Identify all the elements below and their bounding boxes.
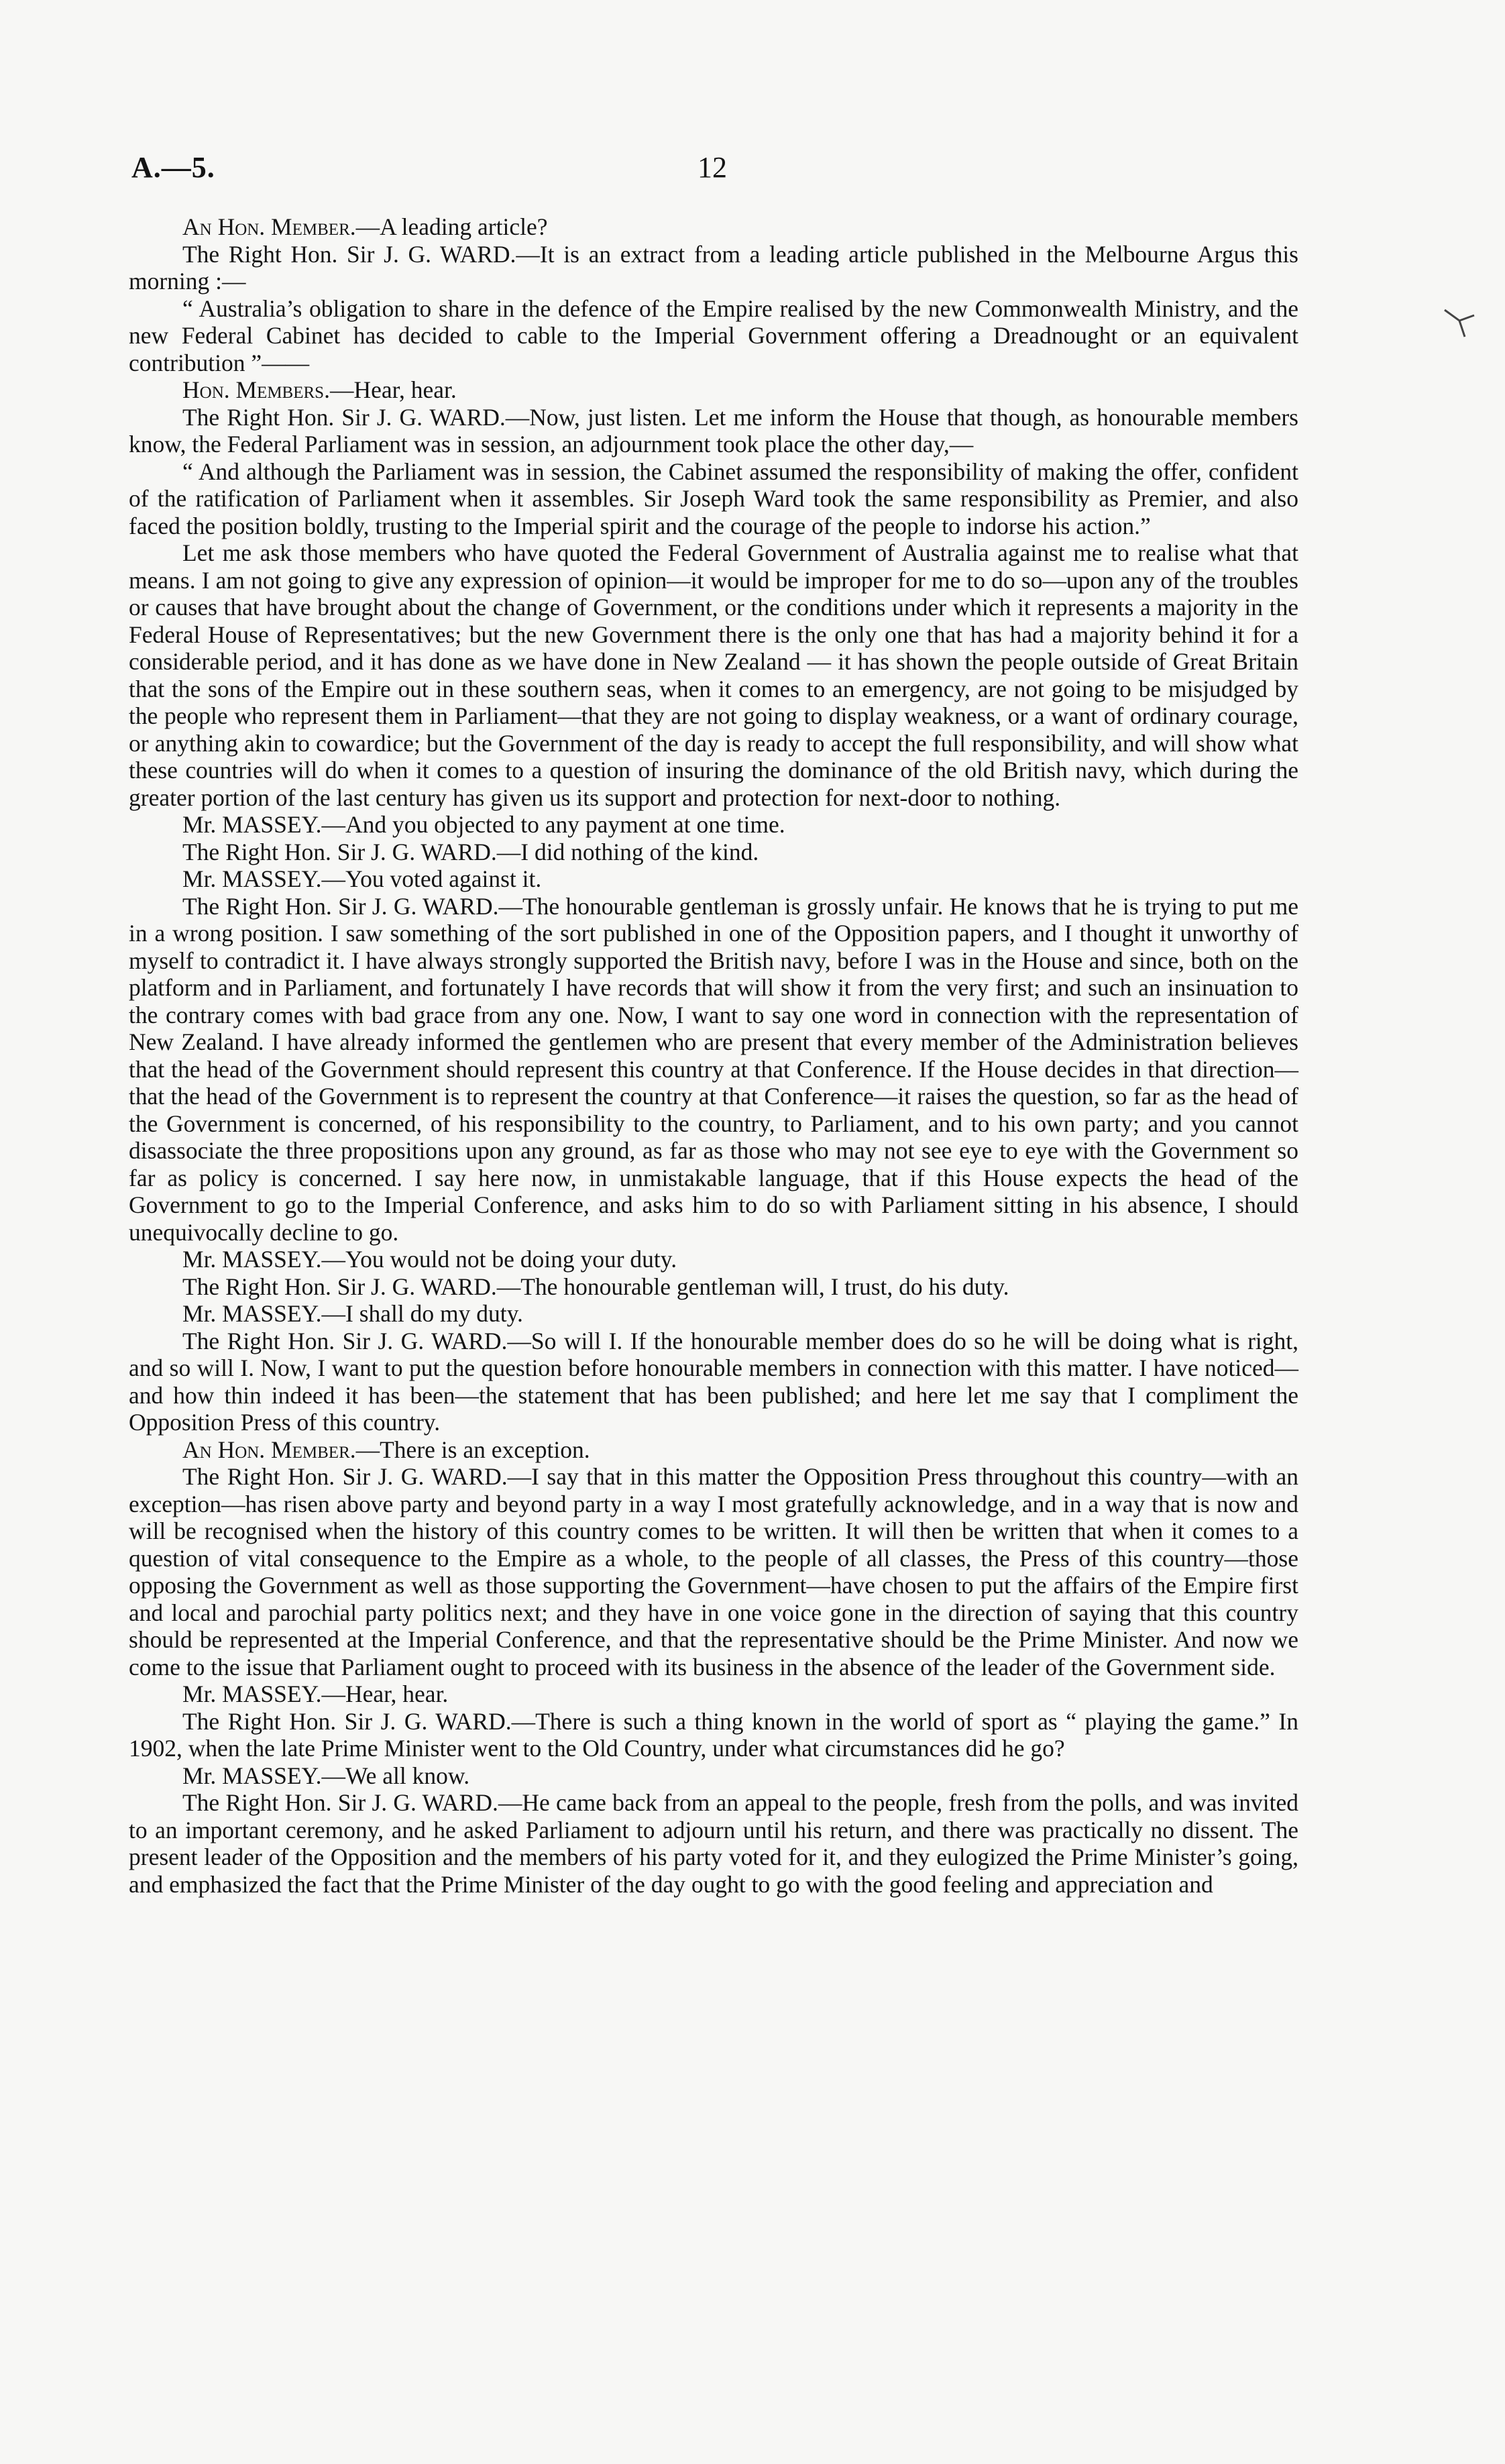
speech: —Hear, hear. xyxy=(321,1680,449,1707)
speaker: The Right Hon. Sir J. G. WARD. xyxy=(182,240,516,268)
speaker: The Right Hon. Sir J. G. WARD. xyxy=(182,1789,498,1816)
speaker: The Right Hon. Sir J. G. WARD. xyxy=(182,838,497,865)
speech: —He came back from an appeal to the people, fresh from the polls, and was invited to an important ceremony, and he asked Parliament to adjourn until his return, and there was practically no dissent. The present leader of the Opposition and the members of his party voted for it, and they eulogized the Prime Minister’s going, and emphasized the fact that the Prime Minister of the day ought to go with the good feeling and appreciation and xyxy=(129,1789,1298,1898)
speech: —You voted against it. xyxy=(321,865,542,892)
quote-text: “ And although the Parliament was in session, the Cabinet assumed the responsibility of making the offer, confident of the ratification of Parliament when it assembles. Sir Joseph Ward took the same responsibility as Premier, and also faced the position boldly, trusting to the Imperial spirit and the courage of the people to indorse his action.” xyxy=(129,458,1298,539)
speech: —We all know. xyxy=(321,1762,470,1789)
paragraph xyxy=(129,213,1298,241)
paragraph xyxy=(129,1328,1298,1436)
speech: —Hear, hear. xyxy=(329,376,457,403)
speech: —You would not be doing your duty. xyxy=(321,1246,677,1273)
speaker: Mr. MASSEY. xyxy=(182,811,322,838)
paragraph xyxy=(129,376,1298,404)
speech: —It is an extract from a leading article published in the Melbourne Argus this morning :— xyxy=(129,240,1298,294)
paragraph xyxy=(129,1762,1298,1790)
speech: —The honourable gentleman will, I trust, do his duty. xyxy=(496,1273,1009,1300)
speaker: An Hon. Member. xyxy=(182,1436,356,1463)
speaker: The Right Hon. Sir J. G. WARD. xyxy=(182,1273,497,1300)
quotation xyxy=(129,295,1298,377)
margin-pencil-mark xyxy=(1442,302,1482,342)
hansard-text xyxy=(129,213,1298,1898)
paragraph xyxy=(129,811,1298,839)
paragraph xyxy=(129,865,1298,893)
document-series-label: A.—5. xyxy=(131,151,215,184)
quotation xyxy=(129,458,1298,540)
speech: —The honourable gentleman is grossly unfair. He knows that he is trying to put me in a wrong position. I saw something of the sort published in one of the Opposition papers, and I thought it unworthy of myself to contradict it. I have always strongly supported the British navy, before I was in the House and since, both on the platform and in Parliament, and fortunately I have records that will show it from the very first; and such an insinuation to the contrary comes with bad grace from any one. Now, I want to say one word in connection with the representation of New Zealand. I have already informed the gentlemen who are present that every member of the Administration believes that the head of the Government should represent this country at that Conference. If the House decides in that direction—that the head of the Government is to represent the country at that Conference—it raises the question, so far as the head of the Government is concerned, of his responsibility to the country, to Parliament, and to his own party; and you cannot disassociate the three propositions upon any ground, as far as those who may not see eye to eye with the Government so far as policy is concerned. I say here now, in unmistakable language, that if this House expects the head of the Government to go to the Imperial Conference, and asks him to do so with Parliament sitting in his absence, I should unequivocally decline to go. xyxy=(129,892,1298,1246)
speech: —I shall do my duty. xyxy=(321,1300,523,1327)
paragraph xyxy=(129,539,1298,811)
speaker: Mr. MASSEY. xyxy=(182,1300,322,1327)
speech: —I say that in this matter the Opposition Press throughout this country—with an exception—has risen above party and beyond party in a way I most gratefully acknowledge, and in a way that is now and will be recognised when the history of this country comes to be written. It will then be written that when it comes to a question of vital consequence to the Empire as a whole, to the people of all classes, the Press of this country—those opposing the Government as well as those supporting the Government—have chosen to put the affairs of the Empire first and local and parochial party politics next; and they have in one voice gone in the direction of saying that this country should be represented at the Imperial Conference, and that the representative should be the Prime Minister. And now we come to the issue that Parliament ought to proceed with its business in the absence of the leader of the Government side. xyxy=(129,1463,1298,1680)
speaker: The Right Hon. Sir J. G. WARD. xyxy=(182,1707,512,1735)
paragraph xyxy=(129,1436,1298,1464)
speech: —And you objected to any payment at one time. xyxy=(321,811,785,838)
page-number: 12 xyxy=(698,151,727,184)
paragraph xyxy=(129,1708,1298,1762)
speaker: An Hon. Member. xyxy=(182,213,356,240)
paragraph xyxy=(129,893,1298,1246)
speaker: Hon. Members. xyxy=(182,376,330,403)
speech: —Now, just listen. Let me inform the House that though, as honourable members know, the Federal Parliament was in session, an adjournment took place the other day,— xyxy=(129,403,1298,458)
paragraph xyxy=(129,1246,1298,1273)
paragraph xyxy=(129,1789,1298,1898)
paragraph xyxy=(129,839,1298,866)
speech: —I did nothing of the kind. xyxy=(496,838,759,865)
paragraph xyxy=(129,1300,1298,1328)
speech: —So will I. If the honourable member does do so he will be doing what is right, and so will I. Now, I want to put the question before honourable members in connection with this matter. I have noticed—and how thin indeed it has been—the statement that has been published; and here let me say that I compliment the Opposition Press of this country. xyxy=(129,1327,1298,1436)
speaker: Mr. MASSEY. xyxy=(182,1246,322,1273)
paragraph xyxy=(129,1273,1298,1301)
paragraph xyxy=(129,241,1298,295)
speaker: The Right Hon. Sir J. G. WARD. xyxy=(182,403,506,431)
speaker: Mr. MASSEY. xyxy=(182,1762,322,1789)
speaker: Mr. MASSEY. xyxy=(182,865,322,892)
speech: Let me ask those members who have quoted the Federal Government of Australia against me to realise what that means. I am not going to give any expression of opinion—it would be improper for me to do so—upon any of the troubles or causes that have brought about the change of Government, or the conditions under which it represents a majority in the Federal House of Representatives; but the new Government there is the only one that has had a majority behind it for a considerable period, and it has done as we have done in New Zealand — it has shown the people outside of Great Britain that the sons of the Empire out in these southern seas, when it comes to an emergency, are not going to be misjudged by the people who represent them in Parliament—that they are not going to display weakness, or a want of ordinary courage, or anything akin to cowardice; but the Government of the day is ready to accept the full responsibility, and will show what these countries will do when it comes to a question of insuring the dominance of the old British navy, which during the greater portion of the last century has given us its support and protection for next-door to nothing. xyxy=(129,539,1298,811)
paragraph xyxy=(129,1680,1298,1708)
page-header xyxy=(0,150,1505,197)
speech: —There is an exception. xyxy=(355,1436,590,1463)
paragraph xyxy=(129,1463,1298,1680)
quote-text: “ Australia’s obligation to share in the defence of the Empire realised by the new Commonwealth Ministry, and the new Federal Cabinet has decided to cable to the Imperial Government offering a Dreadnought or an equivalent contribution ”—— xyxy=(129,294,1298,376)
speaker: The Right Hon. Sir J. G. WARD. xyxy=(182,892,499,920)
speech: —There is such a thing known in the world of sport as “ playing the game.” In 1902, when the late Prime Minister went to the Old Country, under what circumstances did he go? xyxy=(129,1707,1298,1762)
speaker: Mr. MASSEY. xyxy=(182,1680,322,1707)
speaker: The Right Hon. Sir J. G. WARD. xyxy=(182,1463,508,1490)
paragraph xyxy=(129,404,1298,458)
speaker: The Right Hon. Sir J. G. WARD. xyxy=(182,1327,508,1354)
speech: —A leading article? xyxy=(355,213,548,240)
